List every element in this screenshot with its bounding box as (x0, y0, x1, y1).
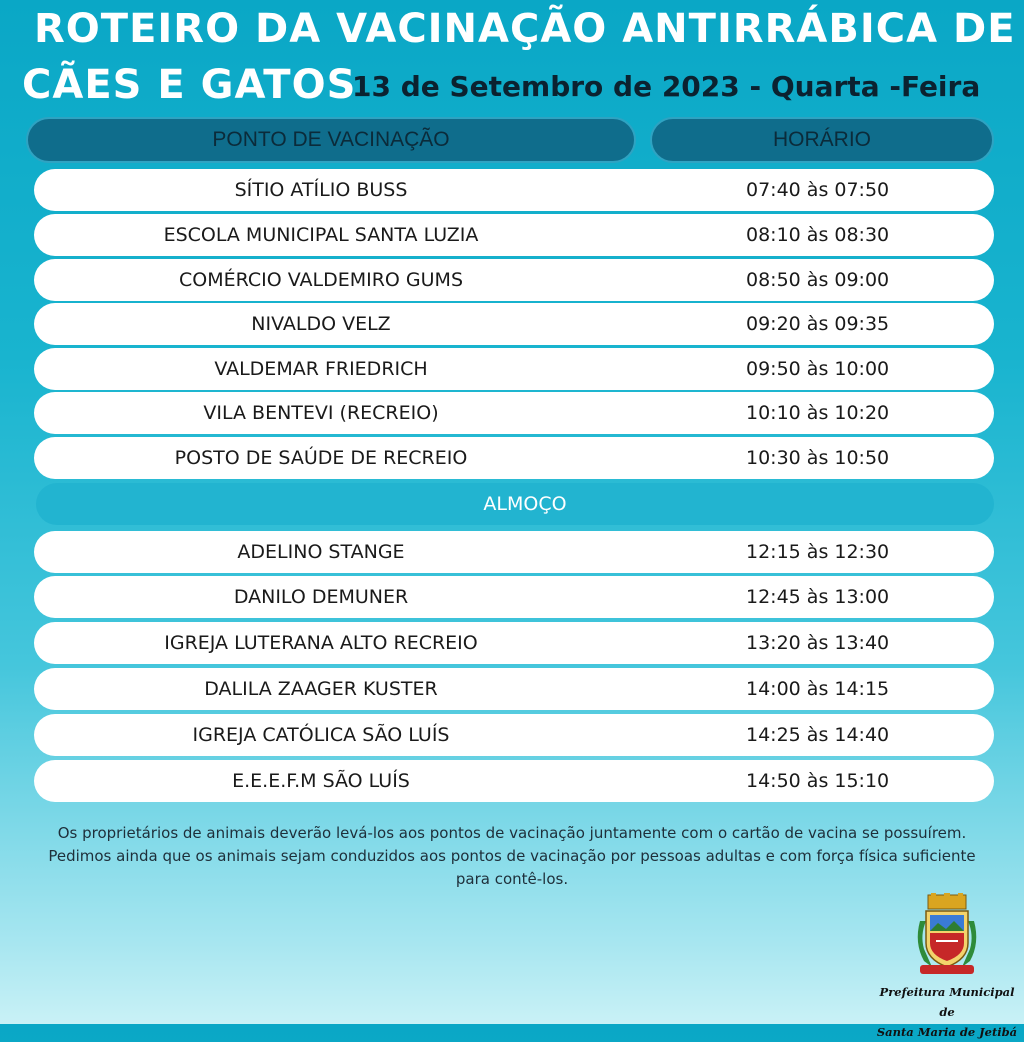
row-place: VALDEMAR FRIEDRICH (214, 358, 428, 380)
schedule-row (34, 760, 994, 802)
row-place: NIVALDO VELZ (251, 313, 391, 335)
row-time: 07:40 às 07:50 (746, 179, 890, 201)
schedule-row (34, 668, 994, 710)
schedule-row (34, 259, 994, 301)
column-header-time-label: HORÁRIO (772, 128, 871, 151)
instructions-line-1: Os proprietários de animais deverão levá-los aos pontos de vacinação juntamente com o cartão de vacina se possuírem. (57, 824, 967, 842)
row-place: VILA BENTEVI (RECREIO) (203, 402, 439, 424)
row-time: 09:50 às 10:00 (746, 358, 890, 380)
lunch-break-bar (36, 483, 994, 525)
row-time: 14:50 às 15:10 (746, 770, 890, 792)
row-place: ESCOLA MUNICIPAL SANTA LUZIA (163, 224, 479, 246)
row-place: ADELINO STANGE (237, 541, 405, 563)
schedule-row (34, 348, 994, 390)
event-date: 13 de Setembro de 2023 - Quarta -Feira (352, 70, 981, 103)
title-line-1: ROTEIRO DA VACINAÇÃO ANTIRRÁBICA DE (34, 6, 1016, 52)
schedule-row (34, 531, 994, 573)
lunch-break-label: ALMOÇO (483, 493, 567, 515)
schedule-row (34, 714, 994, 756)
schedule-row (34, 437, 994, 479)
schedule-row (34, 169, 994, 211)
prefeitura-signature (872, 982, 1022, 1042)
row-place: SÍTIO ATÍLIO BUSS (234, 179, 408, 201)
row-time: 10:30 às 10:50 (746, 447, 890, 469)
schedule-row (34, 622, 994, 664)
row-place: DALILA ZAAGER KUSTER (204, 678, 438, 700)
row-time: 10:10 às 10:20 (746, 402, 890, 424)
row-time: 13:20 às 13:40 (746, 632, 890, 654)
schedule-row (34, 576, 994, 618)
instructions-text (0, 822, 1024, 891)
row-place: IGREJA LUTERANA ALTO RECREIO (164, 632, 478, 654)
row-time: 14:25 às 14:40 (746, 724, 890, 746)
row-place: DANILO DEMUNER (233, 586, 409, 608)
schedule-row (34, 303, 994, 345)
schedule-row (34, 214, 994, 256)
row-place: IGREJA CATÓLICA SÃO LUÍS (192, 724, 450, 746)
row-place: E.E.E.F.M SÃO LUÍS (232, 770, 410, 792)
row-place: COMÉRCIO VALDEMIRO GUMS (178, 269, 464, 291)
column-header-place-label: PONTO DE VACINAÇÃO (212, 128, 450, 151)
municipal-crest-icon (914, 893, 980, 975)
row-time: 08:10 às 08:30 (746, 224, 890, 246)
column-header-time (650, 117, 994, 163)
row-time: 08:50 às 09:00 (746, 269, 890, 291)
column-header-place (26, 117, 636, 163)
schedule-row (34, 392, 994, 434)
title-line-2: CÃES E GATOS (22, 62, 357, 108)
prefeitura-line-1: Prefeitura Municipal de (879, 985, 1015, 1019)
row-time: 12:15 às 12:30 (746, 541, 890, 563)
row-place: POSTO DE SAÚDE DE RECREIO (174, 447, 468, 469)
row-time: 09:20 às 09:35 (746, 313, 890, 335)
row-time: 14:00 às 14:15 (746, 678, 890, 700)
prefeitura-line-2: Santa Maria de Jetibá (876, 1025, 1018, 1039)
row-time: 12:45 às 13:00 (746, 586, 890, 608)
instructions-line-2: Pedimos ainda que os animais sejam conduzidos aos pontos de vacinação por pessoas adultas e com força física suficiente (48, 847, 976, 865)
instructions-line-3: para contê-los. (455, 870, 569, 888)
